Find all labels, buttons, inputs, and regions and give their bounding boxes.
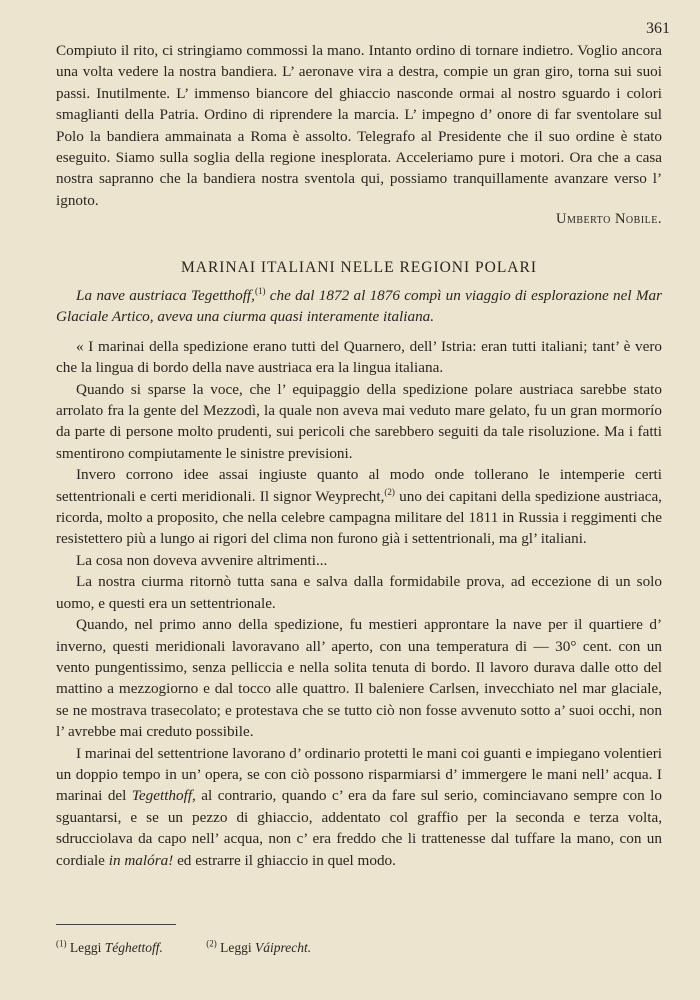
- ship-name: Tegetthoff,: [131, 787, 196, 805]
- paragraph: La nostra ciurma ritornò tutta sana e salva dalla formidabile prova, ad eccezione di un solo uomo, e questi era un settentrionale.: [56, 573, 662, 612]
- footnote-name: Téghettoff.: [104, 940, 163, 955]
- footnotes: [56, 940, 662, 956]
- footnote-divider: [56, 924, 176, 925]
- footnote-text: Leggi: [220, 940, 255, 955]
- intro-text-1: La nave austriaca Tegetthoff,: [76, 287, 255, 304]
- weyprecht-text-2: uno dei capitani della spedizione austriaca, ricorda, molto a proposito, che nella celebre campagna militare del 1811 in Russia i reggimenti che resistettero più a lungo ai rigori del clima non furono già i settentrionali, ma gl’ italiani.: [56, 487, 662, 548]
- footnote-mark: (2): [206, 938, 217, 949]
- exclamation: in malóra!: [108, 851, 174, 869]
- paragraph: La cosa non doveva avvenire altrimenti...: [76, 551, 328, 569]
- section-title: MARINAI ITALIANI NELLE REGIONI POLARI: [180, 259, 538, 276]
- footnote-ref-2: (2): [384, 486, 395, 497]
- article-body: [56, 285, 662, 871]
- paragraph: Quando, nel primo anno della spedizione, fu mestieri approntare la nave per il quartiere d’ inverno, questi meridionali lavoravano all’ aperto, con una temperatura di — 30° cent. con un vento pungentissimo, senza pelliccia e nella solita tenuta di bordo. Il lavoro durava dalle otto del mattino a mezzogiorno e dal tocco alle quattro. Il baleniere Carlsen, invecchiato nel mar glaciale, se ne mostrava trasecolato; e protestava che se tutto ciò non fosse avvenuto sotto a’ suoi occhi, non l’ avrebbe mai creduto possibile.: [56, 616, 662, 741]
- footnote-ref-1: (1): [254, 285, 266, 296]
- paragraph: Quando si sparse la voce, che l’ equipaggio della spedizione polare austriaca sarebbe stato arrolato fra la gente del Mezzodì, la quale non aveva mai veduto mare gelato, fu un gran mormorío da parte di persone molto prudenti, sui pericoli che sarebbero seguiti da tale risoluzione. Ma i fatti smentirono compiutamente le sinistre previsioni.: [56, 380, 662, 462]
- footnote-mark: (1): [56, 938, 67, 949]
- intro-paragraph: [56, 285, 662, 328]
- paragraph-last: [56, 743, 662, 871]
- last-text-2: al contrario, quando c’ era da fare sul serio, cominciavano sempre con lo sguantarsi, e se un pezzo di ghiaccio, addentato col graffio per la seconda e terza volta, sdrucciolava da capo nell’ acqua, non c’ era freddo che li trattenesse dal tuffare la mano, con un cordiale: [56, 787, 662, 869]
- top-paragraph: Compiuto il rito, ci stringiamo commossi la mano. Intanto ordino di tornare indietro. Voglio ancora una volta vedere la nostra bandiera. L’ aeronave vira a destra, compie un gran giro, torna sui suoi passi. Inutilmente. L’ immenso biancore del ghiaccio nasconde ormai al nostro sguardo i colori smaglianti della Patria. Ordino di riprendere la marcia. L’ impegno d’ onore di far sventolare sul Polo la bandiera ammainata a Roma è assolto. Telegrafo al Presidente che il suo ordine è stato eseguito. Siamo sulla soglia della regione inesplorata. Acceleriamo pure i motori. Ora che a casa nostra sapranno che la bandiera nostra sventola qui, possiamo tranquillamente avanzare verso l’ ignoto.: [56, 42, 662, 209]
- footnote-1: [56, 940, 163, 955]
- nobile-excerpt: [56, 40, 662, 228]
- page-number: 361: [646, 20, 670, 37]
- last-text-1: I marinai del settentrione lavorano d’ ordinario protetti le mani coi guanti e impiegano volentieri un doppio tempo in un’ opera, se con ciò possono risparmiarsi d’ immergere le mani nell’ acqua. I marinai del: [56, 744, 662, 805]
- last-text-3: ed estrarre il ghiaccio in quel modo.: [173, 851, 396, 869]
- footnote-2: [206, 940, 311, 955]
- footnote-name: Váiprecht.: [255, 940, 312, 955]
- intro-text-2: che dal 1872 al 1876 compì un viaggio di esplorazione nel Mar Glaciale Artico, aveva una ciurma quasi interamente italiana.: [56, 287, 662, 326]
- weyprecht-text-1: Invero corrono idee assai ingiuste quanto al modo onde tollerano le intemperie certi settentrionali e certi meridionali. Il signor Weyprecht,: [56, 466, 662, 505]
- author-signature: Umberto Nobile.: [555, 211, 662, 228]
- paragraph-weyprecht: [56, 464, 662, 550]
- footnote-text: Leggi: [69, 940, 105, 955]
- paragraph: « I marinai della spedizione erano tutti del Quarnero, dell’ Istria: eran tutti italiani; tant’ è vero che la lingua di bordo della nave austriaca era la lingua italiana.: [56, 337, 662, 377]
